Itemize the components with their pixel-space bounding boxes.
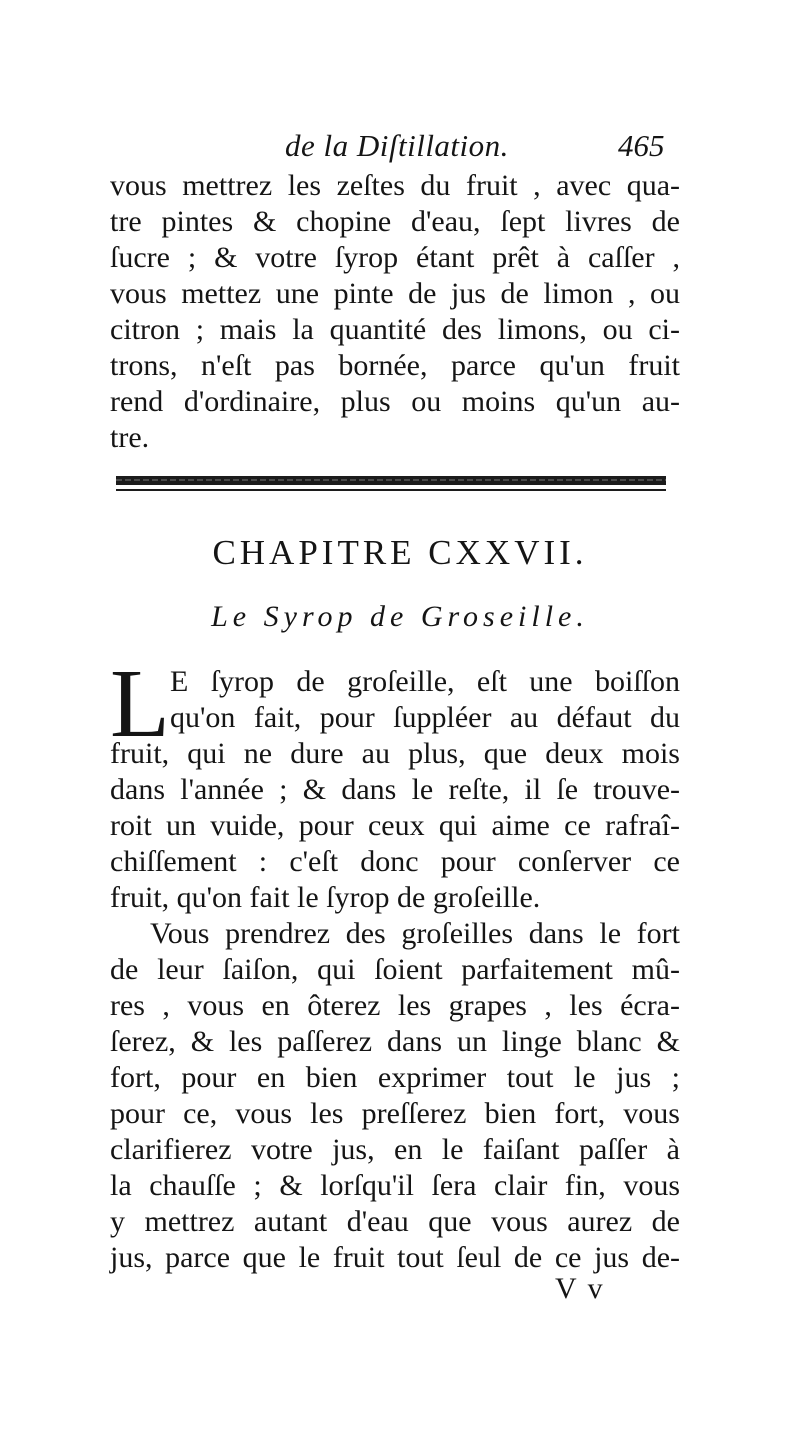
text-line: ſerez, & les paſſerez dans un linge blanc & — [110, 1025, 680, 1058]
text-line: fruit, qui ne dure au plus, que deux mois — [110, 737, 680, 770]
text-line: res , vous en ôterez les grapes , les écra- — [110, 989, 680, 1022]
ornamental-rule — [116, 474, 666, 494]
text-line: tre pintes & chopine d'eau, ſept livres de — [110, 205, 680, 238]
paragraph-2 — [110, 916, 680, 1276]
text-line: trons, n'eſt pas bornée, parce qu'un fruit — [110, 349, 680, 382]
text-line: la chauſſe ; & lorſqu'il ſera clair fin, vous — [110, 1169, 680, 1202]
text-line: y mettrez autant d'eau que vous aurez de — [110, 1205, 680, 1238]
text-line: roit un vuide, pour ceux qui aime ce rafraî- — [110, 809, 680, 842]
chapter-heading: CHAPITRE CXXVII. — [212, 533, 588, 572]
text-line: rend d'ordinaire, plus ou moins qu'un au- — [110, 385, 680, 418]
running-title: de la Diſtillation. — [285, 128, 509, 163]
chapter-subtitle: Le Syrop de Groseille. — [211, 600, 589, 633]
text-line: tre. — [110, 421, 150, 454]
text-line: dans l'année ; & dans le reſte, il ſe trouve- — [110, 773, 680, 806]
page-number: 465 — [618, 128, 665, 163]
drop-cap: L — [110, 650, 170, 758]
text-line: clarifierez votre jus, en le faiſant paſſer à — [110, 1133, 680, 1166]
text-line: Vous prendrez des groſeilles dans le fort — [150, 917, 680, 950]
paragraph-top — [110, 168, 680, 456]
text-line: de leur ſaiſon, qui ſoient parfaitement mû- — [110, 953, 680, 986]
text-line: citron ; mais la quantité des limons, ou ci- — [110, 313, 680, 346]
text-line: vous mettrez les zeſtes du fruit , avec qua- — [110, 169, 680, 202]
paragraph-1-opening — [170, 664, 680, 736]
text-line: fort, pour en bien exprimer tout le jus ; — [110, 1061, 680, 1094]
catchword: V v — [555, 1272, 605, 1305]
paragraph-1-body — [110, 736, 680, 916]
text-line: ſucre ; & votre ſyrop étant prêt à caſſer , — [110, 241, 680, 274]
text-line: fruit, qu'on fait le ſyrop de groſeille. — [110, 881, 541, 914]
text-line: jus, parce que le fruit tout ſeul de ce jus de- — [110, 1241, 680, 1274]
text-line: pour ce, vous les preſſerez bien fort, vous — [110, 1097, 680, 1130]
text-line: E ſyrop de groſeille, eſt une boiſſon — [170, 665, 680, 698]
page-header — [0, 128, 800, 172]
text-line: chiſſement : c'eſt donc pour conſerver ce — [110, 845, 680, 878]
text-line: qu'on fait, pour ſuppléer au défaut du — [170, 701, 680, 734]
text-line: vous mettez une pinte de jus de limon , ou — [110, 277, 680, 310]
